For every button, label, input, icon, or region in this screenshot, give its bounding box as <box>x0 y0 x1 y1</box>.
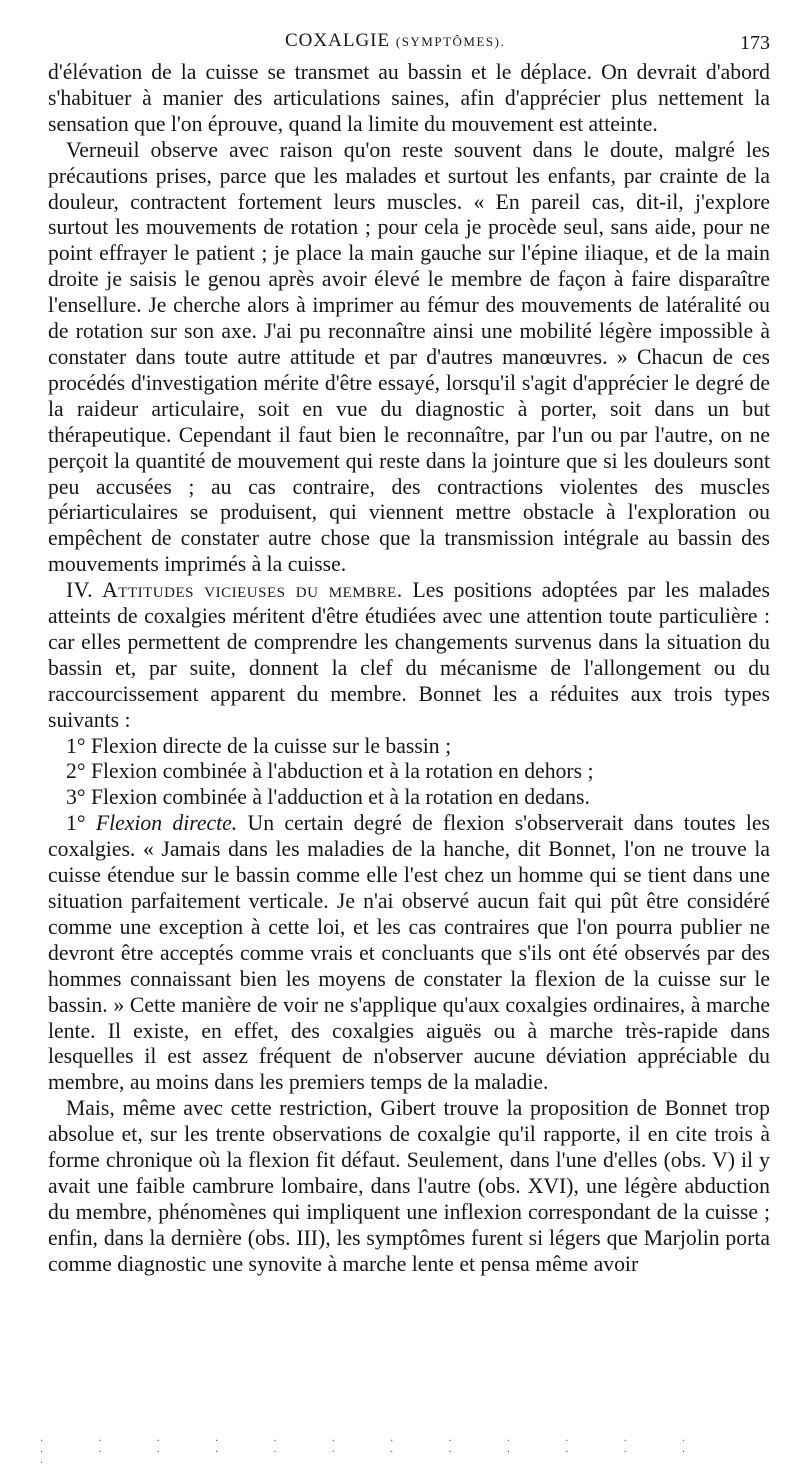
paragraph-2: Verneuil observe avec raison qu'on reste souvent dans le doute, malgré les précautions prises, parce que les malades et surtout les enfants, par crainte de la douleur, contractent fortement leurs muscles. « En pareil cas, dit-il, j'explore surtout les mouvements de rotation ; pour cela je procède seul, sans aide, pour ne point effrayer le patient ; je place la main gauche sur l'épine iliaque, et de la main droite je saisis le genou après avoir élevé le membre de façon à faire disparaître l'ensellure. Je cherche alors à imprimer au fémur des mouvements de latéralité ou de rotation sur son axe. J'ai pu reconnaître ainsi une mobilité légère impossible à constater dans toute autre attitude et par d'autres manœuvres. » Chacun de ces procédés d'investigation mérite d'être essayé, lorsqu'il s'agit d'apprécier le degré de la raideur articulaire, soit en vue du diagnostic à porter, soit dans un but thérapeutique. Cependant il faut bien le reconnaître, par l'un ou par l'autre, on ne perçoit la quantité de mouvement qui reste dans la jointure que si les douleurs sont peu accusées ; au cas contraire, des contractions violentes des muscles périarticulaires se produisent, qui viennent mettre obstacle à l'exploration ou empêchent de constater autre chose que la transmission intégrale au bassin des mouvements imprimés à la cuisse. <box>48 137 770 577</box>
paragraph-5: Mais, même avec cette restriction, Gibert trouve la proposition de Bonnet trop absolue et, sur les trente observations de coxalgie qu'il rapporte, il en cite trois à forme chronique où la flexion fit défaut. Seulement, dans l'une d'elles (obs. V) il y avait une faible cambrure lombaire, dans l'autre (obs. XVI), une légère abduction du membre, phénomènes qui impliquent une inflexion correspondant de la cuisse ; enfin, dans la dernière (obs. III), les symptômes furent si légers que Marjolin porta comme diagnostic une synovite à marche lente et pensa même avoir <box>48 1096 770 1276</box>
body-text <box>48 60 770 1278</box>
running-title <box>285 30 505 52</box>
paragraph-4-text: Un certain degré de flexion s'observerait dans toutes les coxalgies. « Jamais dans les maladies de la hanche, dit Bonnet, l'on ne trouve la cuisse étendue sur le bassin comme elle l'est chez un homme qui se tient dans une situation parfaitement verticale. Je n'ai observé aucun fait qui pût être considéré comme une exception à cette loi, et les cas contraires que l'on pourra publier ne devront être acceptés comme vrais et concluants que s'ils ont été observés par des hommes connaissant bien les moyens de constater la flexion de la cuisse sur le bassin. » Cette manière de voir ne s'applique qu'aux coxalgies ordinaires, à marche lente. Il existe, en effet, des coxalgies aiguës ou à marche très-rapide dans lesquelles il est assez fréquent de n'observer aucune déviation appréciable du membre, au moins dans les premiers temps de la maladie. <box>48 811 770 1095</box>
scan-speckle-divider: · · · · · · · · · · · · · · · · · · · · · · · · · <box>40 1436 712 1469</box>
section-heading-attitudes: IV. Attitudes vicieuses du membre. <box>66 578 403 603</box>
paragraph-4 <box>48 811 770 1096</box>
running-title-main: COXALGIE <box>285 30 391 51</box>
list-item-2: 2° Flexion combinée à l'abduction et à la rotation en dehors ; <box>66 759 594 784</box>
paragraph-1: d'élévation de la cuisse se transmet au bassin et le déplace. On devrait d'abord s'habituer à manier des articulations saines, afin d'apprécier plus nettement la sensation que l'on éprouve, quand la limite du mouvement est atteinte. <box>48 60 770 136</box>
running-header <box>0 30 800 60</box>
paragraph-3 <box>48 578 770 733</box>
paragraph-3-text: Les positions adoptées par les malades atteints de coxalgies méritent d'être étudiées avec une attention toute particulière : car elles permettent de comprendre les changements survenus dans la situation du bassin et, par suite, donnent la clef du mécanisme de l'allongement ou du raccourcissement apparent du membre. Bonnet les a réduites aux trois types suivants : <box>48 578 770 732</box>
page-number: 173 <box>740 32 770 54</box>
subheading-flexion-directe: Flexion directe. <box>95 811 238 836</box>
list-item-1: 1° Flexion directe de la cuisse sur le bassin ; <box>66 733 452 758</box>
paragraph-4-number: 1° <box>66 811 96 836</box>
running-title-subtitle: (SYMPTÔMES). <box>395 34 506 49</box>
list-item-3: 3° Flexion combinée à l'adduction et à la rotation en dedans. <box>66 785 590 810</box>
